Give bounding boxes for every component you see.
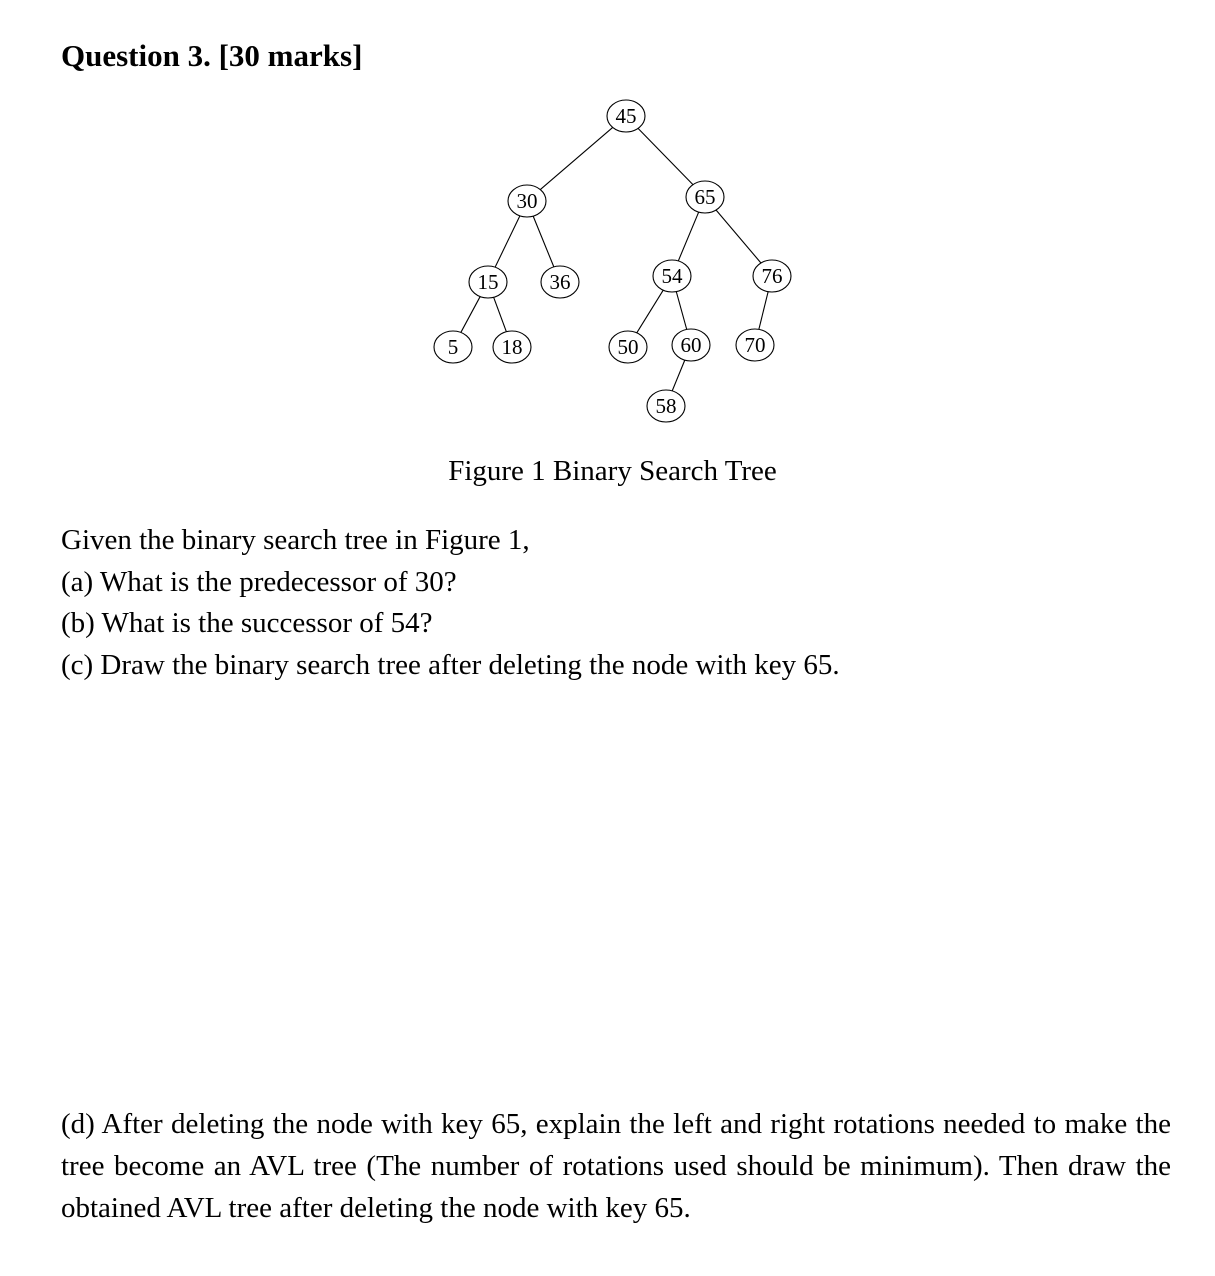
- question-prompt: Given the binary search tree in Figure 1,: [61, 524, 530, 556]
- question-part-c: (c) Draw the binary search tree after deleting the node with key 65.: [61, 649, 840, 681]
- tree-node-54: [653, 260, 691, 292]
- tree-edge-65-76: [716, 210, 761, 263]
- tree-node-58: [647, 390, 685, 422]
- tree-node-key: 60: [680, 333, 702, 357]
- tree-node-key: 50: [617, 335, 639, 359]
- tree-node-key: 5: [447, 335, 459, 359]
- tree-edge-45-65: [638, 128, 693, 184]
- tree-edge-45-30: [540, 127, 612, 189]
- tree-node-76: [753, 260, 791, 292]
- tree-node-18: [493, 331, 531, 363]
- tree-edge-30-15: [495, 216, 520, 267]
- tree-node-45: [607, 100, 645, 132]
- tree-edge-76-70: [759, 292, 768, 330]
- figure-caption: Figure 1 Binary Search Tree: [448, 455, 777, 487]
- question-part-a: (a) What is the predecessor of 30?: [61, 566, 457, 598]
- tree-node-60: [672, 329, 710, 361]
- tree-node-key: 18: [501, 335, 523, 359]
- tree-node-key: 70: [744, 333, 766, 357]
- question-heading: Question 3. [30 marks]: [61, 38, 363, 73]
- tree-edge-65-54: [678, 212, 698, 261]
- tree-edge-60-58: [672, 360, 685, 391]
- binary-search-tree-figure: [0, 0, 1215, 440]
- tree-node-5: [434, 331, 472, 363]
- tree-edge-54-60: [676, 292, 686, 330]
- tree-node-70: [736, 329, 774, 361]
- question-part-d: (d) After deleting the node with key 65, explain the left and right rotations needed to make the tree become an AVL tree (The number of rotations used should be minimum). Then draw the obtained AVL tree after deleting the node with key 65.: [61, 1108, 1171, 1224]
- tree-edge-15-18: [494, 297, 507, 331]
- tree-node-15: [469, 266, 507, 298]
- tree-node-key: 58: [655, 394, 677, 418]
- tree-node-key: 76: [761, 264, 783, 288]
- tree-node-36: [541, 266, 579, 298]
- tree-node-65: [686, 181, 724, 213]
- tree-nodes: [434, 100, 791, 422]
- tree-node-key: 45: [615, 104, 637, 128]
- tree-edge-54-50: [637, 290, 663, 333]
- tree-node-30: [508, 185, 546, 217]
- tree-node-50: [609, 331, 647, 363]
- tree-node-key: 65: [694, 185, 716, 209]
- tree-node-key: 30: [516, 189, 538, 213]
- question-part-b: (b) What is the successor of 54?: [61, 607, 433, 639]
- tree-edge-30-36: [533, 216, 554, 267]
- tree-node-key: 54: [661, 264, 683, 288]
- tree-node-key: 36: [549, 270, 571, 294]
- tree-edge-15-5: [461, 297, 480, 333]
- tree-node-key: 15: [477, 270, 499, 294]
